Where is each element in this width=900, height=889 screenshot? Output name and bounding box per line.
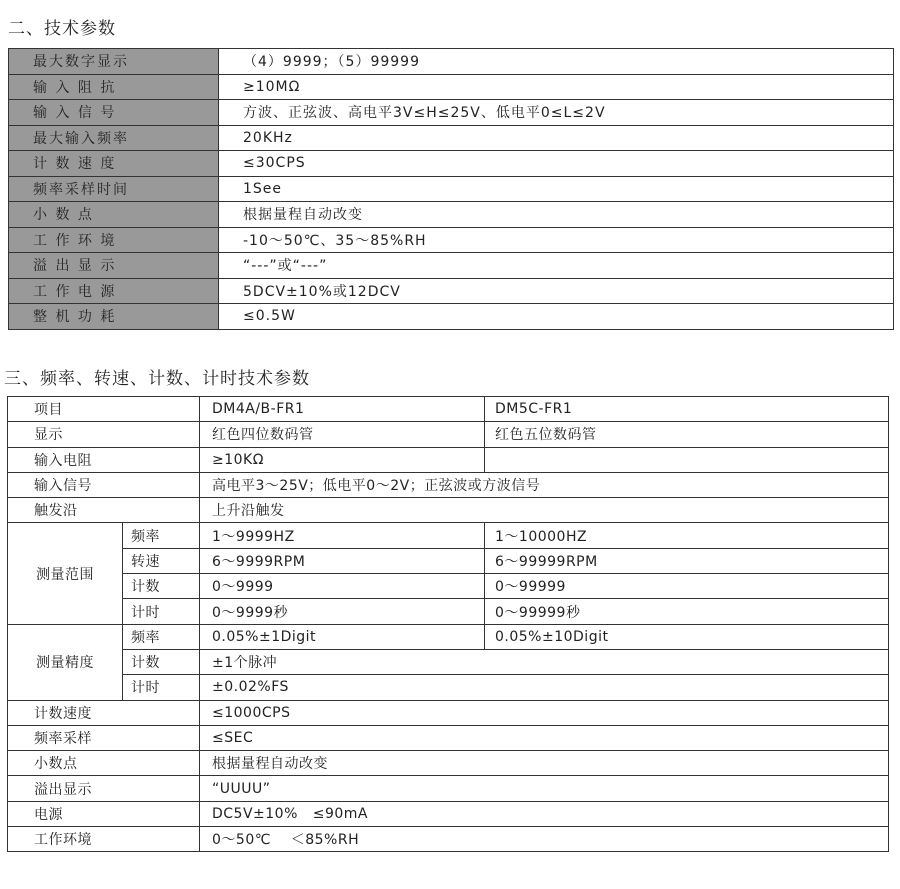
range-col1: 6～9999RPM bbox=[200, 548, 485, 573]
param-value: 根据量程自动改变 bbox=[200, 751, 889, 776]
table-row bbox=[8, 397, 889, 422]
param-label: 溢 出 显 示 bbox=[9, 253, 219, 279]
param-value: -10～50℃、35～85%RH bbox=[219, 227, 894, 253]
header-label: 项目 bbox=[8, 397, 200, 422]
header-col1: DM4A/B-FR1 bbox=[200, 397, 485, 422]
param-value: “UUUU” bbox=[200, 776, 889, 801]
table-row bbox=[9, 253, 894, 279]
param-label: 最大数字显示 bbox=[9, 49, 219, 75]
range-col1: 0～9999 bbox=[200, 574, 485, 599]
range-col2: 0～99999秒 bbox=[485, 599, 889, 624]
table-row bbox=[8, 548, 889, 573]
param-label: 工 作 电 源 bbox=[9, 278, 219, 304]
table-row bbox=[8, 801, 889, 826]
accuracy-sub-label: 频率 bbox=[123, 624, 200, 649]
range-col2: 0～99999 bbox=[485, 574, 889, 599]
param-value: ≤30CPS bbox=[219, 151, 894, 177]
param-label: 计 数 速 度 bbox=[9, 151, 219, 177]
accuracy-sub-label: 计数 bbox=[123, 649, 200, 674]
table-row bbox=[8, 599, 889, 624]
table-row bbox=[9, 49, 894, 75]
table-row bbox=[8, 649, 889, 674]
table-row bbox=[9, 202, 894, 228]
table-row bbox=[9, 74, 894, 100]
table-row bbox=[9, 176, 894, 202]
param-label: 最大输入频率 bbox=[9, 125, 219, 151]
range-col2: 6～99999RPM bbox=[485, 548, 889, 573]
param-value: DC5V±10% ≤90mA bbox=[200, 801, 889, 826]
accuracy-count-value: ±1个脉冲 bbox=[200, 649, 889, 674]
range-sub-label: 转速 bbox=[123, 548, 200, 573]
range-col1: 1～9999HZ bbox=[200, 523, 485, 548]
param-label: 输 入 信 号 bbox=[9, 100, 219, 126]
param-label: 整 机 功 耗 bbox=[9, 304, 219, 330]
section-3-title: 三、频率、转速、计数、计时技术参数 bbox=[4, 369, 310, 389]
display-col1: 红色四位数码管 bbox=[200, 422, 485, 447]
table-row bbox=[9, 278, 894, 304]
param-value: 20KHz bbox=[219, 125, 894, 151]
range-group-label: 测量范围 bbox=[8, 523, 123, 624]
accuracy-freq-col1: 0.05%±1Digit bbox=[200, 624, 485, 649]
table-row bbox=[8, 472, 889, 497]
param-value: ≤1000CPS bbox=[200, 700, 889, 725]
param-value: “---”或“---” bbox=[219, 253, 894, 279]
display-col2: 红色五位数码管 bbox=[485, 422, 889, 447]
param-value: 根据量程自动改变 bbox=[219, 202, 894, 228]
table-row bbox=[8, 574, 889, 599]
table-row bbox=[8, 624, 889, 649]
table-row bbox=[9, 100, 894, 126]
range-sub-label: 频率 bbox=[123, 523, 200, 548]
range-col1: 0～9999秒 bbox=[200, 599, 485, 624]
table-row bbox=[9, 125, 894, 151]
table-row bbox=[8, 751, 889, 776]
accuracy-group-label: 测量精度 bbox=[8, 624, 123, 700]
param-label: 频率采样时间 bbox=[9, 176, 219, 202]
param-label: 输 入 阻 抗 bbox=[9, 74, 219, 100]
section-2-title: 二、技术参数 bbox=[8, 19, 116, 39]
param-label: 溢出显示 bbox=[8, 776, 200, 801]
param-label: 工作环境 bbox=[8, 827, 200, 852]
header-col2: DM5C-FR1 bbox=[485, 397, 889, 422]
input-signal-value: 高电平3～25V；低电平0～2V；正弦波或方波信号 bbox=[200, 472, 889, 497]
input-resistance-value: ≥10KΩ bbox=[200, 447, 485, 472]
table-row bbox=[8, 675, 889, 700]
param-value: 5DCV±10%或12DCV bbox=[219, 278, 894, 304]
frequency-parameters-table bbox=[7, 396, 889, 852]
param-value: 方波、正弦波、高电平3V≤H≤25V、低电平0≤L≤2V bbox=[219, 100, 894, 126]
range-col2: 1～10000HZ bbox=[485, 523, 889, 548]
table-row bbox=[8, 447, 889, 472]
table-row bbox=[8, 827, 889, 852]
input-signal-label: 输入信号 bbox=[8, 472, 200, 497]
table-row bbox=[8, 498, 889, 523]
table-row bbox=[8, 700, 889, 725]
empty-cell bbox=[485, 447, 889, 472]
param-label: 计数速度 bbox=[8, 700, 200, 725]
range-sub-label: 计数 bbox=[123, 574, 200, 599]
table-row bbox=[8, 725, 889, 750]
input-resistance-label: 输入电阻 bbox=[8, 447, 200, 472]
table-row bbox=[9, 304, 894, 330]
param-label: 小 数 点 bbox=[9, 202, 219, 228]
param-value: ≤0.5W bbox=[219, 304, 894, 330]
param-value: （4）9999；（5）99999 bbox=[219, 49, 894, 75]
trigger-label: 触发沿 bbox=[8, 498, 200, 523]
table-row bbox=[8, 523, 889, 548]
param-value: ≤SEC bbox=[200, 725, 889, 750]
technical-parameters-table bbox=[8, 48, 894, 330]
range-sub-label: 计时 bbox=[123, 599, 200, 624]
table-row bbox=[8, 422, 889, 447]
table-row bbox=[9, 151, 894, 177]
param-value: ≥10MΩ bbox=[219, 74, 894, 100]
param-label: 工 作 环 境 bbox=[9, 227, 219, 253]
trigger-value: 上升沿触发 bbox=[200, 498, 889, 523]
accuracy-timer-value: ±0.02%FS bbox=[200, 675, 889, 700]
display-label: 显示 bbox=[8, 422, 200, 447]
param-label: 小数点 bbox=[8, 751, 200, 776]
param-value: 1See bbox=[219, 176, 894, 202]
param-value: 0～50℃ ＜85%RH bbox=[200, 827, 889, 852]
accuracy-freq-col2: 0.05%±10Digit bbox=[485, 624, 889, 649]
param-label: 电源 bbox=[8, 801, 200, 826]
table-row bbox=[8, 776, 889, 801]
accuracy-sub-label: 计时 bbox=[123, 675, 200, 700]
param-label: 频率采样 bbox=[8, 725, 200, 750]
table-row bbox=[9, 227, 894, 253]
